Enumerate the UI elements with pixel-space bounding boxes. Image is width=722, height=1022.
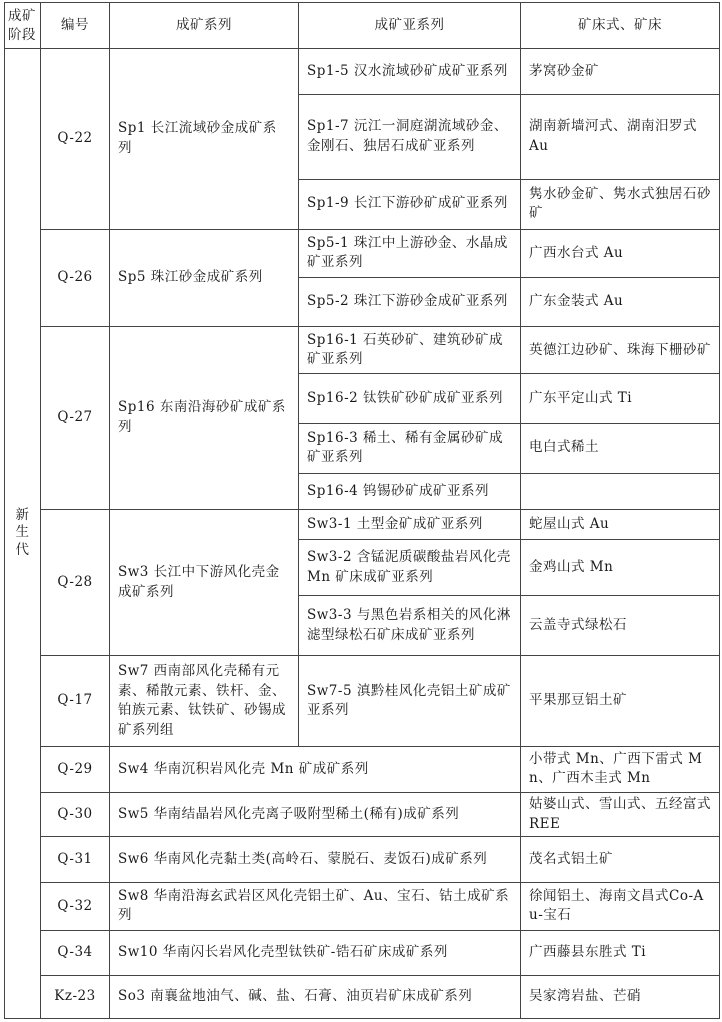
subseries-cell: Sw7-5 滇黔桂风化壳铝土矿成矿亚系列	[299, 656, 521, 746]
deposit-cell: 广东平定山式 Ti	[521, 374, 720, 423]
subseries-cell: Sp1-5 汉水流域砂矿成矿亚系列	[299, 49, 521, 95]
subseries-cell: Sp5-1 珠江中上游砂金、水晶成矿亚系列	[299, 229, 521, 277]
deposit-cell	[521, 473, 720, 509]
code-cell: Kz-23	[41, 975, 110, 1018]
deposit-cell: 云盖寺式绿松石	[521, 596, 720, 656]
series-cell: Sw5 华南结晶岩风化壳离子吸附型稀土(稀有)成矿系列	[110, 792, 521, 836]
deposit-cell: 广西水台式 Au	[521, 229, 720, 277]
code-cell: Q-22	[41, 49, 110, 230]
code-cell: Q-28	[41, 509, 110, 656]
deposit-cell: 湖南新墙河式、湖南汨罗式 Au	[521, 95, 720, 179]
header-subseries: 成矿亚系列	[299, 3, 521, 49]
table-row	[5, 656, 720, 746]
header-code: 编号	[41, 3, 110, 49]
deposit-cell: 小带式 Mn、广西下雷式 Mn、广西木圭式 Mn	[521, 746, 720, 792]
deposit-cell: 茂名式铝土矿	[521, 837, 720, 883]
subseries-cell: Sw3-1 土型金矿成矿亚系列	[299, 509, 521, 539]
series-cell: Sw6 华南风化壳黏土类(高岭石、蒙脱石、麦饭石)成矿系列	[110, 837, 521, 883]
series-cell: Sp1 长江流域砂金成矿系列	[110, 49, 299, 230]
code-cell: Q-34	[41, 930, 110, 975]
table-row	[5, 975, 720, 1018]
code-cell: Q-32	[41, 883, 110, 930]
header-deposit: 矿床式、矿床	[521, 3, 720, 49]
deposit-cell: 徐闻铝土、海南文昌式Co-Au-宝石	[521, 883, 720, 930]
deposit-cell: 电白式稀土	[521, 423, 720, 473]
table-row	[5, 509, 720, 539]
deposit-cell: 姑婆山式、雪山式、五经富式 REE	[521, 792, 720, 836]
header-series: 成矿系列	[110, 3, 299, 49]
table-row	[5, 229, 720, 277]
deposit-cell: 平果那豆铝土矿	[521, 656, 720, 746]
deposit-cell: 英德江边砂矿、珠海下栅砂矿	[521, 327, 720, 374]
code-cell: Q-27	[41, 327, 110, 510]
subseries-cell: Sp5-2 珠江下游砂金成矿亚系列	[299, 278, 521, 327]
code-cell: Q-29	[41, 746, 110, 792]
series-cell: Sw10 华南闪长岩风化壳型钛铁矿-锆石矿床成矿系列	[110, 930, 521, 975]
stage-label: 新生代	[15, 506, 30, 558]
table-row	[5, 49, 720, 95]
subseries-cell: Sp16-4 钨锡砂矿成矿亚系列	[299, 473, 521, 509]
series-cell: Sp5 珠江砂金成矿系列	[110, 229, 299, 326]
deposit-cell: 金鸡山式 Mn	[521, 539, 720, 595]
table-row	[5, 837, 720, 883]
table-row	[5, 327, 720, 374]
series-cell: Sw3 长江中下游风化壳金成矿系列	[110, 509, 299, 656]
code-cell: Q-30	[41, 792, 110, 836]
deposit-cell: 广东金装式 Au	[521, 278, 720, 327]
deposit-cell: 蛇屋山式 Au	[521, 509, 720, 539]
code-cell: Q-17	[41, 656, 110, 746]
table-row	[5, 930, 720, 975]
subseries-cell: Sp16-3 稀土、稀有金属砂矿成矿亚系列	[299, 423, 521, 473]
series-cell: Sw8 华南沿海玄武岩区风化壳铝土矿、Au、宝石、钴土成矿系列	[110, 883, 521, 930]
table-row	[5, 746, 720, 792]
header-stage: 成矿阶段	[5, 3, 41, 49]
series-cell: Sp16 东南沿海砂矿成矿系列	[110, 327, 299, 510]
deposit-cell: 广西藤县东胜式 Ti	[521, 930, 720, 975]
table-row	[5, 883, 720, 930]
code-cell: Q-26	[41, 229, 110, 326]
subseries-cell: Sw3-3 与黑色岩系相关的风化淋滤型绿松石矿床成矿亚系列	[299, 596, 521, 656]
series-cell: Sw7 西南部风化壳稀有元素、稀散元素、铁杆、金、铂族元素、钛铁矿、砂锡成矿系列组	[110, 656, 299, 746]
subseries-cell: Sp16-1 石英砂矿、建筑砂矿成矿亚系列	[299, 327, 521, 374]
subseries-cell: Sp1-9 长江下游砂矿成矿亚系列	[299, 179, 521, 229]
series-cell: So3 南襄盆地油气、碱、盐、石膏、油页岩矿床成矿系列	[110, 975, 521, 1018]
table-row	[5, 792, 720, 836]
subseries-cell: Sp1-7 沅江一洞庭湖流域砂金、金刚石、独居石成矿亚系列	[299, 95, 521, 179]
metallogenic-series-table	[4, 2, 720, 1019]
series-cell: Sw4 华南沉积岩风化壳 Mn 矿成矿系列	[110, 746, 521, 792]
stage-cell	[5, 49, 41, 1019]
code-cell: Q-31	[41, 837, 110, 883]
deposit-cell: 隽水砂金矿、隽水式独居石砂矿	[521, 179, 720, 229]
deposit-cell: 茅窝砂金矿	[521, 49, 720, 95]
header-row	[5, 3, 720, 49]
deposit-cell: 吴家湾岩盐、芒硝	[521, 975, 720, 1018]
subseries-cell: Sw3-2 含锰泥质碳酸盐岩风化壳 Mn 矿床成矿亚系列	[299, 539, 521, 595]
subseries-cell: Sp16-2 钛铁矿砂矿成矿亚系列	[299, 374, 521, 423]
